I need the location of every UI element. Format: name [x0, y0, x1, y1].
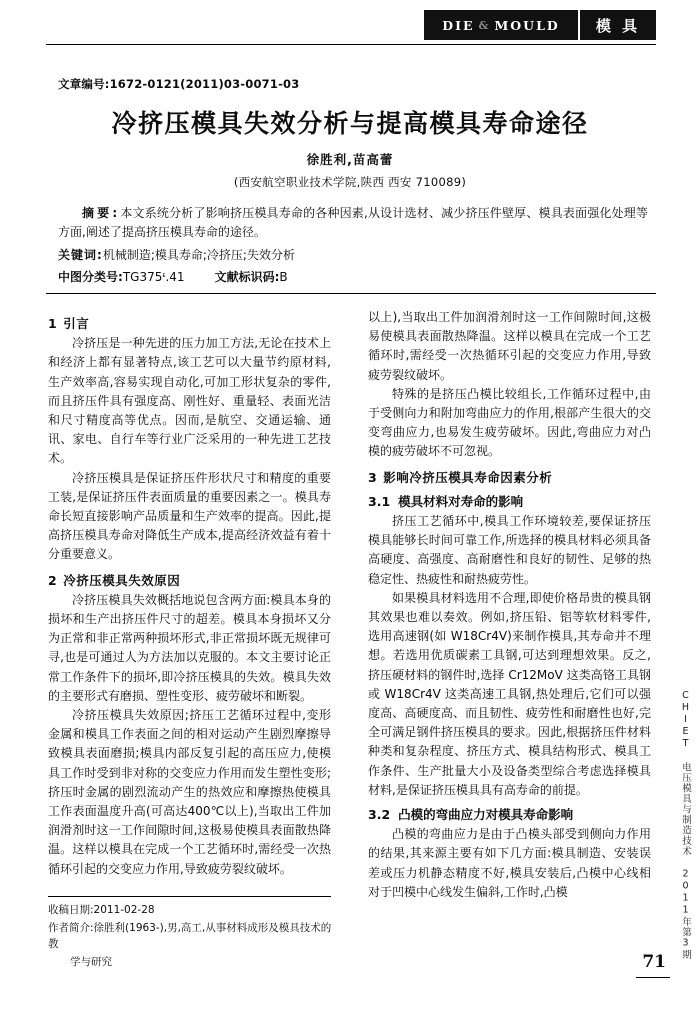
- author-list: 徐胜利,苗高蕾: [306, 152, 394, 167]
- author-affiliation: (西安航空职业技术学院,陕西 西安 710089): [233, 175, 467, 189]
- received-label: 收稿日期:: [48, 904, 94, 916]
- footnote-block: [48, 902, 338, 972]
- paragraph: 冷挤压模具是保证挤压件形状尺寸和精度的重要工装,是保证挤压件表面质量的重要因素之一。模具寿命长短直接影响产品质量和生产效率的提高。因此,提高挤压模具寿命对降低生产成本,提高经济效益有着十分重要意义。: [48, 470, 331, 562]
- journal-logo-chinese: 模 具: [578, 10, 656, 40]
- header-divider: [46, 44, 656, 45]
- page-number: 71: [642, 952, 666, 972]
- journal-side-strip: CHIET 电压模具与制造技术 2011年第3期: [680, 690, 691, 960]
- section-2-number: 2: [48, 572, 58, 588]
- abstract-text: 本文系统分析了影响挤压模具寿命的各种因素,从设计选材、减少挤压件壁厚、模具表面强化处理等方面,阐述了提高挤压模具寿命的途径。: [58, 206, 648, 239]
- section-heading-1: [48, 314, 331, 333]
- section-heading-3: [368, 468, 651, 487]
- logo-mould-text: MOULD: [494, 17, 560, 33]
- abstract-block: [58, 204, 648, 287]
- paragraph: 特殊的是挤压凸模比较组长,工作循环过程中,由于受侧向力和附加弯曲应力的作用,根部产生很大的交变弯曲应力,也易发生疲劳破坏。因此,弯曲应力对凸模的疲劳破坏不可忽视。: [368, 386, 651, 459]
- paragraph: 凸模的弯曲应力是由于凸模头部受到侧向力作用的结果,其来源主要有如下几方面:模具制造、安装误差或压力机静态精度不好,模具安装后,凸模中心线相对于凹模中心线发生偏斜,工作时,凸模: [368, 827, 651, 899]
- article-number: 文章编号:1672-0121(2011)03-0071-03: [58, 77, 300, 91]
- footnote-divider: [48, 896, 331, 897]
- paragraph: 冷挤压模具失效原因;挤压工艺循环过程中,变形金属和模具工作表面之间的相对运动产生剧烈摩擦导致模具表面磨损;模具内部反复引起的高压应力,使模具工作时受到非对称的交变应力作用而发生塑性变形;挤压时金属的剧烈流动产生的热效应和摩擦热使模具工作表面温度升高(可高达400℃以上),当取出工件加润滑剂时这一工作间隙时间,这极易使模具表面散热降温。这样以模具在完成一个工艺循环时,需经受一次热循环引起的交变应力作用,导致疲劳裂纹破坏。: [48, 708, 331, 876]
- subsection-3-1-title: 模具材料对寿命的影响: [398, 493, 524, 509]
- classification-line: [58, 268, 648, 287]
- section-3-number: 3: [368, 469, 378, 485]
- paragraph: 挤压工艺循环中,模具工作环境较差,要保证挤压模具能够长时间可靠工作,所选择的模具材料必须具备高硬度、高强度、高耐磨性和良好的韧性、足够的热稳定性、热疲性和耐热疲劳性。: [368, 514, 651, 586]
- received-date-line: [48, 902, 338, 918]
- section-1-number: 1: [48, 316, 58, 331]
- abstract-divider: [46, 293, 656, 294]
- abstract-paragraph: [58, 204, 648, 242]
- paragraph: 冷挤压模具失效概括地说包含两方面:模具本身的损坏和生产出挤压件尺寸的超差。模具本身损坏又分为正常和非正常两种损坏形式,非正常损坏既无规律可寻,也是可通过人为方法加以克服的。本文主要讨论正常工作条件下的损坏,即冷挤压模具的失效。模具失效的主要形式有磨损、塑性变形、疲劳破坏和断裂。: [48, 592, 331, 703]
- keywords-label: 关键词:: [58, 248, 103, 262]
- logo-die-text: DIE: [442, 17, 475, 33]
- abstract-label: 摘要:: [82, 206, 121, 220]
- keywords-line: [58, 246, 648, 265]
- section-1-title: 引言: [63, 316, 90, 331]
- author-bio-text: 徐胜利(1963-),男,高工,从事材料成形及模具技术的教: [48, 922, 332, 950]
- column-right: [368, 308, 651, 902]
- doc-code-label: 文献标识码:: [214, 270, 280, 284]
- clc-value: TG375ᶧ.41: [122, 270, 185, 284]
- logo-ampersand: &: [478, 18, 491, 32]
- subsection-3-2-title: 凸模的弯曲应力对模具寿命影响: [398, 807, 574, 823]
- subsection-3-2-number: 3.2: [368, 807, 391, 823]
- section-3-title: 影响冷挤压模具寿命因素分析: [383, 469, 553, 485]
- page-number-rule: [636, 977, 670, 978]
- subsection-heading-3-2: [368, 805, 651, 824]
- page-title: 冷挤压模具失效分析与提高模具寿命途径: [111, 109, 589, 138]
- paragraph: 冷挤压是一种先进的压力加工方法,无论在技术上和经济上都有显著特点,该工艺可以大量节约原材料,生产效率高,容易实现自动化,可加工形状复杂的零件,而且挤压件具有强度高、刚性好、重量轻、表面光洁和尺寸精度高等优点。因而,是航空、交通运输、通讯、家电、自行车等行业广泛采用的一种先进工艺技术。: [48, 336, 331, 466]
- subsection-heading-3-1: [368, 492, 651, 511]
- journal-header-banner: [424, 10, 656, 40]
- keywords-text: 机械制造;模具寿命;冷挤压;失效分析: [102, 248, 295, 262]
- doc-code-value: B: [279, 270, 288, 284]
- author-bio-continued: 学与研究: [70, 956, 112, 968]
- author-bio-label: 作者简介:: [48, 922, 94, 934]
- received-date: 2011-02-28: [93, 904, 155, 916]
- paragraph: 如果模具材料选用不合理,即使价格昂贵的模具钢其效果也难以奏效。例如,挤压铅、铝等软材料零件,选用高速钢(如 W18Cr4V)来制作模具,其寿命并不理想。若选用优质碳素工具钢,可达到理想效果。反之,挤压硬材料的钢件时,选择 Cr12MoV 这类高铬工具钢或 W18Cr4V 这类高速工具钢,热处理后,它们可以强度高、高硬度高、而且韧性、疲劳性和耐磨性也好,完全可满足钢件挤压模具的要求。因此,根据挤压件材料种类和复杂程度、挤压方式、模具结构形式、模具工作条件、生产批量大小及设备类型综合考虑选择模具材料,是保证挤压模具具有高寿命的前提。: [368, 590, 651, 797]
- author-bio-line: [48, 920, 338, 952]
- paragraph-carryover: 以上),当取出工件加润滑剂时这一工作间隙时间,这极易使模具表面散热降温。这样以模具在完成一个工艺循环时,需经受一次热循环引起的交变应力作用,导致疲劳裂纹破坏。: [368, 310, 651, 382]
- subsection-3-1-number: 3.1: [368, 493, 391, 509]
- column-left: [48, 308, 331, 879]
- section-heading-2: [48, 571, 331, 590]
- journal-logo-latin: [424, 10, 578, 40]
- clc-label: 中图分类号:: [58, 270, 123, 284]
- section-2-title: 冷挤压模具失效原因: [63, 572, 181, 588]
